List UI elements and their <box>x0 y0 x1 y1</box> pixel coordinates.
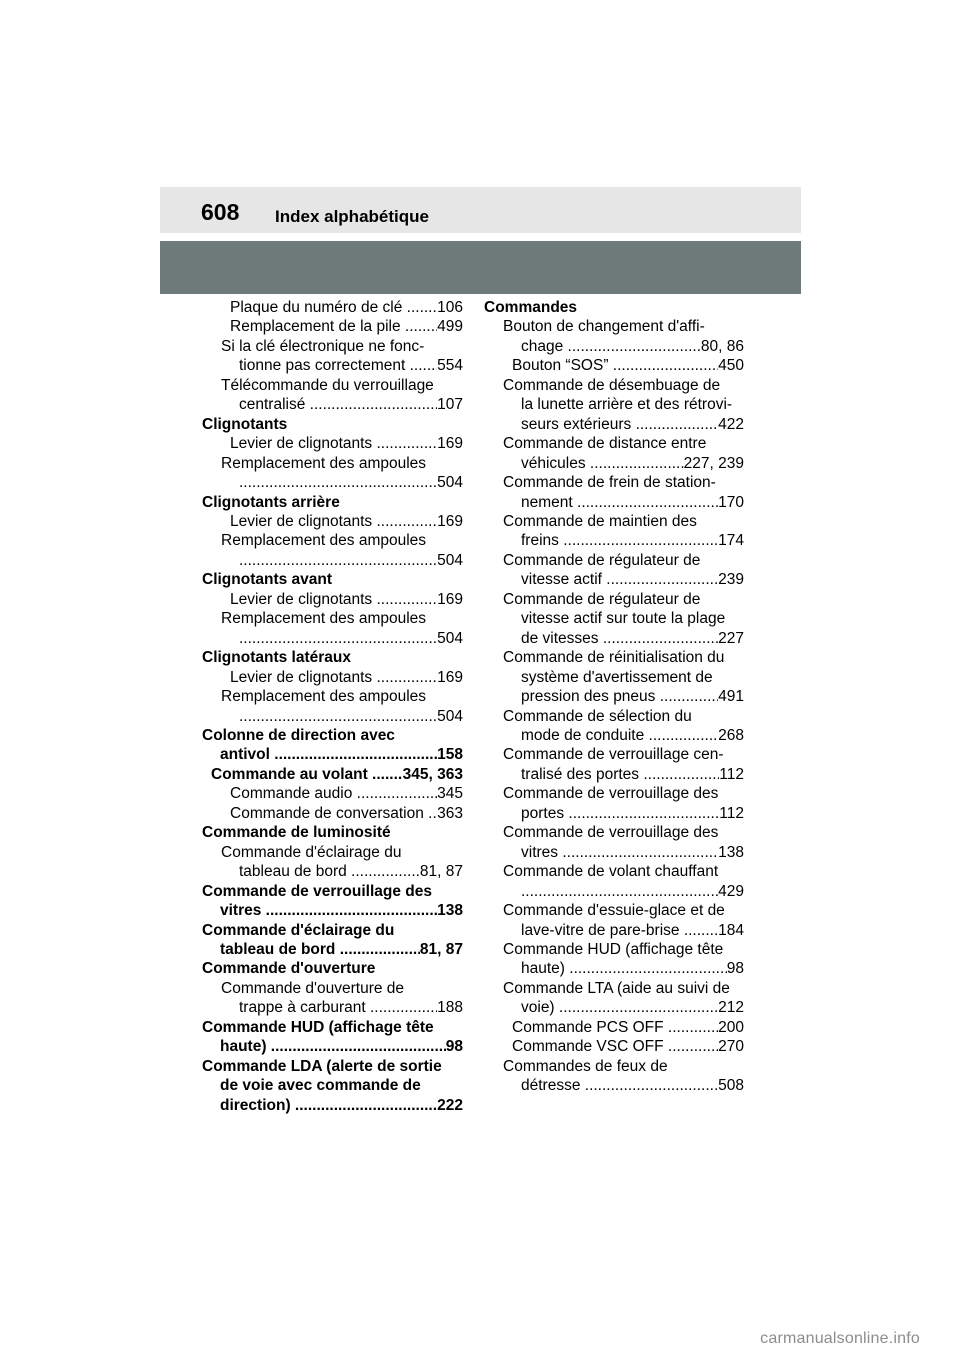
index-subentry <box>493 473 744 512</box>
entry-text: Commande PCS OFF ..... <box>512 1018 718 1037</box>
page-reference: 268 <box>718 726 744 744</box>
entry-text: direction) ..... <box>220 1096 437 1115</box>
entry-text: Colonne de direction avec <box>202 726 395 744</box>
entry-text: Commande de maintien des <box>503 512 697 530</box>
entry-text: freins ..... <box>521 531 718 550</box>
index-subentry <box>211 298 463 317</box>
entry-text: antivol ..... <box>220 745 437 764</box>
index-subentry <box>493 551 744 590</box>
page-reference: 422 <box>718 415 744 433</box>
index-subentry <box>493 862 744 901</box>
entry-text: Remplacement des ampoules <box>221 688 427 706</box>
page-reference: 504 <box>437 474 463 492</box>
page-reference: 169 <box>437 590 463 608</box>
index-heading <box>484 298 744 317</box>
page-reference: 81, 87 <box>419 940 463 958</box>
entry-text: Commande de luminosité <box>202 824 391 842</box>
entry-text: Commande de réinitialisation du <box>503 649 725 667</box>
entry-text: tralisé des portes ..... <box>521 765 719 784</box>
entry-text: Commande d'ouverture <box>202 960 376 978</box>
index-subentry <box>211 317 463 336</box>
index-subentry <box>211 512 463 531</box>
index-heading <box>202 959 463 978</box>
index-subentry <box>493 512 744 551</box>
page-reference: 112 <box>719 804 744 822</box>
entry-text: Levier de clignotants ..... <box>230 590 437 609</box>
page-reference: 98 <box>445 1038 463 1056</box>
entry-text: vitesse actif ..... <box>521 570 718 589</box>
index-subentry <box>493 356 744 375</box>
index-subentry <box>493 940 744 979</box>
entry-text: Bouton de changement d'affi- <box>503 318 705 336</box>
entry-text: détresse ..... <box>521 1076 718 1095</box>
entry-text: portes ..... <box>521 804 719 823</box>
index-subentry <box>211 979 463 1018</box>
entry-text: Commande de verrouillage des <box>503 785 719 803</box>
entry-text: Remplacement de la pile ..... <box>230 317 437 336</box>
entry-text: Levier de clignotants ..... <box>230 668 437 687</box>
index-subentry <box>211 687 463 726</box>
index-subentry <box>493 784 744 823</box>
entry-text: centralisé ..... <box>239 395 437 414</box>
page-reference: 239 <box>718 571 744 589</box>
entry-text: Commande LDA (alerte de sortie <box>202 1057 442 1075</box>
entry-text: Commande de verrouillage des <box>503 824 719 842</box>
page-reference: 98 <box>726 960 744 978</box>
entry-text: Commande de distance entre <box>503 435 707 453</box>
page-reference: 138 <box>437 902 463 920</box>
page-reference: 106 <box>437 299 463 316</box>
entry-text <box>239 473 437 492</box>
index-heading <box>202 570 463 589</box>
entry-text: vitres ..... <box>521 843 718 862</box>
index-subentry <box>211 804 463 823</box>
entry-text: Commande de régulateur de <box>503 551 701 569</box>
entry-text: Télécommande du verrouillage <box>221 376 434 394</box>
entry-text: haute) ..... <box>220 1037 446 1056</box>
entry-text: Commande HUD (affichage tête <box>202 1018 434 1036</box>
index-subentry <box>493 376 744 434</box>
entry-text: Commande au volant ..... <box>211 765 403 784</box>
index-heading <box>202 823 463 842</box>
entry-text: Commande VSC OFF ..... <box>512 1037 718 1056</box>
page-reference: 227, 239 <box>683 454 744 472</box>
index-subentry <box>211 609 463 648</box>
entry-text: Commande de sélection du <box>503 707 692 725</box>
page-reference: 429 <box>718 882 744 900</box>
index-heading <box>202 726 463 765</box>
entry-text: Commande audio ..... <box>230 784 437 803</box>
header-strip <box>160 187 801 233</box>
entry-text: tableau de bord ..... <box>220 940 420 959</box>
entry-text <box>239 629 437 648</box>
index-subentry <box>493 648 744 706</box>
page-reference: 450 <box>718 357 744 375</box>
page-reference: 81, 87 <box>419 863 463 881</box>
index-subentry <box>211 454 463 493</box>
index-subentry <box>493 979 744 1018</box>
index-subentry <box>211 434 463 453</box>
page-reference: 270 <box>718 1038 744 1056</box>
page-reference: 508 <box>718 1077 744 1095</box>
entry-text: Commande LTA (aide au suivi de <box>503 979 730 997</box>
page-reference: 499 <box>437 318 463 336</box>
page-reference: 345, 363 <box>402 765 463 783</box>
page-reference: 504 <box>437 551 463 569</box>
entry-text: Levier de clignotants ..... <box>230 512 437 531</box>
page-reference: 188 <box>437 999 463 1017</box>
entry-text: Commande de volant chauffant <box>503 863 719 881</box>
entry-text: Commandes <box>484 299 578 316</box>
entry-text: Bouton “SOS” ..... <box>512 356 718 375</box>
index-subentry <box>493 317 744 356</box>
entry-text: vitres ..... <box>220 901 437 920</box>
page-reference: 504 <box>437 629 463 647</box>
index-heading <box>202 493 463 512</box>
page-reference: 138 <box>718 843 744 861</box>
index-subentry <box>211 531 463 570</box>
index-subentry <box>493 434 744 473</box>
entry-text: tionne pas correctement ..... <box>239 356 437 375</box>
entry-text: véhicules ..... <box>521 454 684 473</box>
entry-text: Commande HUD (affichage tête <box>503 940 724 958</box>
index-column-right <box>484 298 744 1096</box>
page-reference: 80, 86 <box>700 337 744 355</box>
entry-text: Si la clé électronique ne fonc- <box>221 337 425 355</box>
index-heading <box>202 921 463 960</box>
index-subentry <box>211 590 463 609</box>
entry-text: nement ..... <box>521 493 718 512</box>
index-subentry <box>211 337 463 376</box>
index-subentry <box>493 1018 744 1037</box>
index-heading <box>202 1057 463 1115</box>
entry-text: seurs extérieurs ..... <box>521 415 718 434</box>
entry-text: pression des pneus ..... <box>521 687 718 706</box>
page-reference: 169 <box>437 512 463 530</box>
page-reference: 200 <box>718 1018 744 1036</box>
page-reference: 158 <box>437 746 463 764</box>
page-reference: 345 <box>437 785 463 803</box>
entry-text: voie) ..... <box>521 998 718 1017</box>
entry-text: Remplacement des ampoules <box>221 610 427 628</box>
entry-text: mode de conduite ..... <box>521 726 718 745</box>
index-subentry <box>493 745 744 784</box>
index-heading <box>202 415 463 434</box>
index-subentry <box>493 707 744 746</box>
index-subentry <box>211 843 463 882</box>
entry-text: système d'avertissement de <box>521 668 713 686</box>
index-heading <box>202 882 463 921</box>
entry-text: chage ..... <box>521 337 701 356</box>
page-reference: 227 <box>718 629 744 647</box>
entry-text: Commande de conversation ..... <box>230 804 437 823</box>
section-title: Index alphabétique <box>275 207 429 226</box>
index-subentry <box>211 376 463 415</box>
entry-text: Commande de frein de station- <box>503 474 716 492</box>
index-heading <box>202 1018 463 1057</box>
page-reference: 112 <box>719 765 744 783</box>
page-reference: 491 <box>718 688 744 706</box>
entry-text: Plaque du numéro de clé ..... <box>230 298 437 317</box>
entry-text: lave-vitre de pare-brise ..... <box>521 921 718 940</box>
entry-text: Remplacement des ampoules <box>221 454 427 472</box>
page-reference: 222 <box>437 1096 463 1114</box>
entry-text: Commande d'ouverture de <box>221 979 405 997</box>
entry-text: vitesse actif sur toute la plage <box>521 610 726 628</box>
page-reference: 554 <box>437 357 463 375</box>
entry-text: Commandes de feux de <box>503 1057 668 1075</box>
entry-text: la lunette arrière et des rétrovi- <box>521 396 733 414</box>
entry-text: Commande de désembuage de <box>503 376 721 394</box>
entry-text: Commande d'éclairage du <box>202 921 395 939</box>
entry-text: Commande de verrouillage des <box>202 882 432 900</box>
entry-text <box>239 707 437 726</box>
entry-text: Clignotants <box>202 415 288 433</box>
entry-text: Clignotants avant <box>202 571 333 589</box>
entry-text: Remplacement des ampoules <box>221 532 427 550</box>
entry-text <box>239 551 437 570</box>
footer-watermark: carmanualsonline.info <box>760 1330 920 1347</box>
index-subentry <box>493 901 744 940</box>
page-reference: 504 <box>437 707 463 725</box>
entry-text: de voie avec commande de <box>220 1077 421 1095</box>
page-reference: 174 <box>718 532 744 550</box>
index-heading <box>211 765 463 784</box>
entry-text: tableau de bord ..... <box>239 862 420 881</box>
page-reference: 107 <box>437 396 463 414</box>
index-column-left <box>202 298 463 1115</box>
entry-text: de vitesses ..... <box>521 629 718 648</box>
entry-text: Commande d'éclairage du <box>221 843 402 861</box>
header-band <box>160 241 801 294</box>
page-reference: 169 <box>437 668 463 686</box>
page-reference: 212 <box>718 999 744 1017</box>
entry-text: haute) ..... <box>521 959 727 978</box>
entry-text: Commande de régulateur de <box>503 590 701 608</box>
index-subentry <box>211 668 463 687</box>
index-subentry <box>493 1037 744 1056</box>
index-heading <box>202 648 463 667</box>
entry-text: Commande de verrouillage cen- <box>503 746 724 764</box>
page-reference: 170 <box>718 493 744 511</box>
page-reference: 184 <box>718 921 744 939</box>
entry-text: Clignotants arrière <box>202 493 340 511</box>
page-number: 608 <box>201 199 240 225</box>
page-reference: 169 <box>437 435 463 453</box>
entry-text: Levier de clignotants ..... <box>230 434 437 453</box>
page-reference: 363 <box>437 804 463 822</box>
index-subentry <box>493 590 744 648</box>
entry-text: Commande d'essuie-glace et de <box>503 902 725 920</box>
entry-text: Clignotants latéraux <box>202 649 351 667</box>
index-subentry <box>211 784 463 803</box>
index-subentry <box>493 1057 744 1096</box>
entry-text: trappe à carburant ..... <box>239 998 437 1017</box>
index-subentry <box>493 823 744 862</box>
entry-text <box>521 882 718 901</box>
